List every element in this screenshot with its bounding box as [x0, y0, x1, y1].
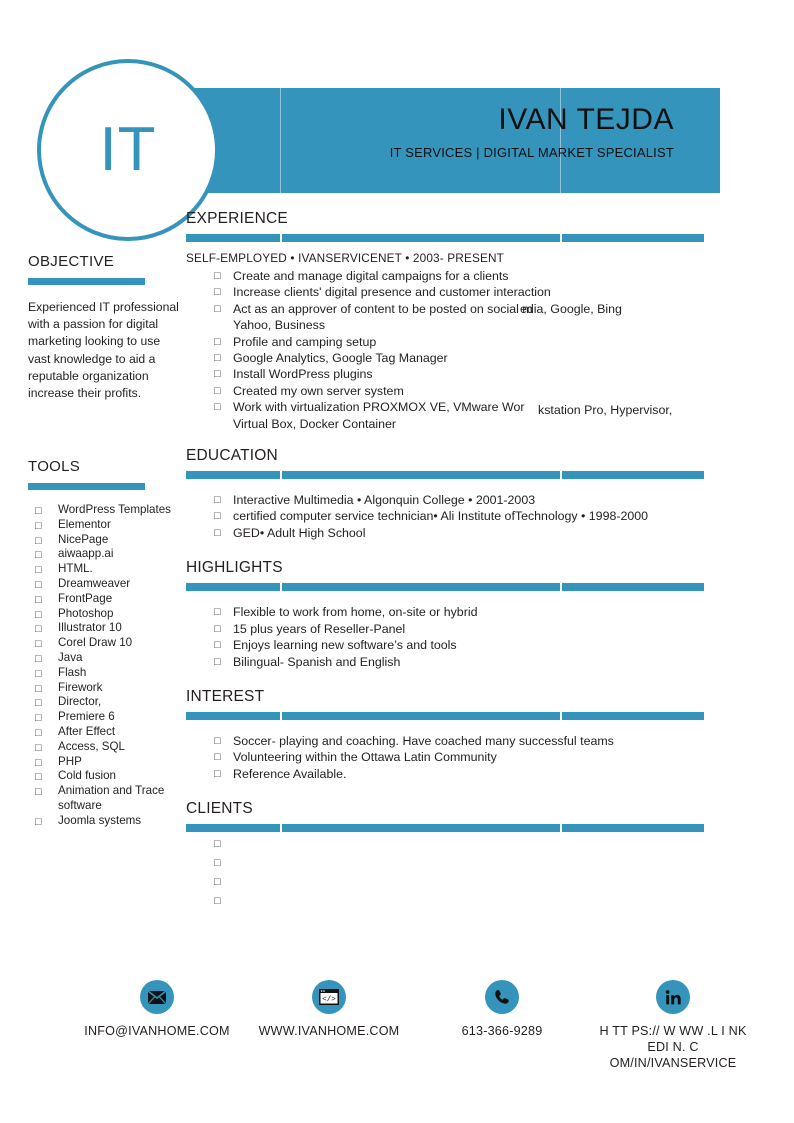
checkbox-icon: □: [214, 335, 221, 348]
experience-item: [186, 366, 704, 382]
experience-item: [186, 350, 704, 366]
main-column: [186, 208, 704, 914]
interest-item-label: Reference Available.: [233, 766, 347, 781]
tools-list-item-label: Access, SQL: [58, 739, 126, 753]
checkbox-icon: □: [214, 767, 221, 780]
tools-list-item: [28, 769, 198, 784]
tools-list-item: [28, 577, 198, 592]
checkbox-icon: □: [35, 712, 42, 725]
tools-list-item-label: Flash: [58, 665, 87, 679]
checkbox-icon: □: [35, 786, 42, 799]
highlights-item: [186, 637, 704, 653]
tools-list-item-label: Premiere 6: [58, 710, 115, 724]
tools-list-item: [28, 695, 198, 710]
checkbox-icon: □: [214, 286, 221, 299]
tools-list-item-label: WordPress Templates: [58, 503, 171, 516]
tools-list-item-label: NicePage: [58, 532, 109, 546]
monogram-initials: IT: [99, 115, 157, 184]
checkbox-icon: □: [214, 368, 221, 381]
linkedin-icon[interactable]: [656, 980, 690, 1014]
tools-list-item-label: PHP: [58, 754, 82, 768]
experience-item-label: Work with virtualization PROXMOX VE, VMware Wor: [233, 400, 525, 415]
footer-contact-item[interactable]: [417, 980, 587, 1039]
experience-item-label: Act as an approver of content to be posted on social m: [233, 301, 533, 316]
checkbox-icon: □: [214, 270, 221, 282]
tools-list-item-label: Java: [58, 650, 83, 664]
checkbox-icon: □: [35, 652, 42, 665]
clients-list-item: [186, 876, 704, 895]
interest-item: [186, 749, 704, 765]
clients-heading: CLIENTS: [186, 800, 253, 818]
tools-rule: [28, 483, 145, 490]
experience-item: [186, 334, 704, 350]
highlights-item-label: Enjoys learning new software’s and tools: [233, 638, 457, 653]
checkbox-icon: □: [35, 564, 42, 577]
checkbox-icon: □: [35, 771, 42, 784]
page-title: IVAN TEJDA: [498, 103, 674, 136]
experience-heading: EXPERIENCE: [186, 210, 288, 227]
objective-rule: [28, 278, 145, 285]
checkbox-icon: □: [35, 682, 42, 695]
checkbox-icon: □: [35, 534, 42, 547]
tools-list-item: [28, 814, 198, 829]
tools-list-item: [28, 533, 198, 548]
checkbox-icon: □: [214, 384, 221, 397]
clients-list-item: [186, 895, 704, 914]
clients-rule: [186, 824, 704, 832]
tools-list-item: [28, 518, 198, 533]
tools-list-item: [28, 755, 198, 770]
tools-list-item: [28, 562, 198, 577]
education-item: [186, 508, 704, 524]
experience-item-label: Google Analytics, Google Tag Manager: [233, 351, 448, 366]
experience-item: [186, 301, 704, 334]
highlights-item-label: Bilingual- Spanish and English: [233, 654, 401, 669]
svg-text:</>: </>: [322, 996, 336, 1004]
tools-list-item-label: FrontPage: [58, 591, 113, 605]
education-item-label: GED• Adult High School: [233, 525, 366, 540]
clients-list: [186, 838, 704, 914]
highlights-rule: [186, 583, 704, 591]
tools-list-item: [28, 651, 198, 666]
checkbox-icon: □: [35, 741, 42, 754]
checkbox-icon: □: [35, 505, 42, 517]
footer-contact-label: 613-366-9289: [461, 1024, 543, 1038]
education-item-label: certified computer service technician• Ali Institute ofTechnology • 1998-2000: [233, 509, 649, 524]
checkbox-icon: □: [214, 655, 221, 668]
experience-overflow-social: edia, Google, Bing: [520, 301, 622, 316]
tools-list-item-label: Director,: [58, 695, 102, 709]
highlights-item: [186, 621, 704, 637]
tools-heading: TOOLS: [28, 458, 81, 475]
experience-job-line: SELF-EMPLOYED • IVANSERVICENET • 2003- PRESENT: [186, 251, 505, 265]
name-block: [181, 88, 696, 193]
checkbox-icon: □: [214, 302, 221, 315]
checkbox-icon: □: [214, 401, 221, 414]
tools-list-item-label: Firework: [58, 680, 103, 694]
checkbox-icon: □: [214, 734, 221, 747]
interest-list: [186, 733, 704, 782]
interest-item: [186, 766, 704, 782]
checkbox-icon: □: [214, 352, 221, 365]
experience-item-label: Increase clients' digital presence and customer interaction: [233, 285, 551, 300]
tools-list-item-label: Joomla systems: [58, 813, 142, 827]
section-education: [186, 445, 704, 541]
footer-contact-item[interactable]: [244, 980, 414, 1039]
highlights-item-label: 15 plus years of Reseller-Panel: [233, 621, 406, 636]
checkbox-icon: □: [35, 608, 42, 621]
checkbox-icon: □: [35, 697, 42, 710]
checkbox-icon: □: [35, 726, 42, 739]
education-item-label: Interactive Multimedia • Algonquin College • 2001-2003: [233, 493, 536, 508]
highlights-item: [186, 654, 704, 670]
checkbox-icon: □: [35, 815, 42, 828]
checkbox-icon: □: [35, 756, 42, 769]
experience-social-wrap: Yahoo, Business: [233, 318, 326, 333]
tools-list-item: [28, 636, 198, 651]
tools-list-item: [28, 725, 198, 740]
experience-rule: [186, 234, 704, 242]
tools-list-item-label: After Effect: [58, 724, 116, 738]
tools-list-item-label: Illustrator 10: [58, 621, 122, 635]
checkbox-icon: □: [35, 519, 42, 532]
interest-heading: INTEREST: [186, 687, 265, 705]
tools-list: [28, 503, 198, 829]
experience-item-label: Install WordPress plugins: [233, 367, 373, 382]
tools-list-item-label: Photoshop: [58, 606, 114, 620]
tools-list-item: [28, 710, 198, 725]
tools-list-item-label: Animation and Trace software: [58, 784, 165, 812]
education-list: [186, 492, 704, 541]
tools-list-item: [28, 607, 198, 622]
tools-list-item: [28, 784, 198, 814]
interest-item: [186, 733, 704, 749]
checkbox-icon: □: [214, 876, 221, 889]
experience-list: [186, 268, 704, 432]
envelope-icon[interactable]: [140, 980, 174, 1014]
checkbox-icon: □: [214, 895, 221, 908]
education-heading: EDUCATION: [186, 447, 278, 465]
checkbox-icon: □: [214, 639, 221, 652]
clients-list-item: [186, 857, 704, 876]
sidebar-tools: [28, 457, 198, 829]
checkbox-icon: □: [35, 667, 42, 680]
tools-list-item: [28, 621, 198, 636]
tools-list-item-label: HTML.: [58, 562, 93, 576]
clients-list-item: [186, 838, 704, 857]
section-experience: [186, 208, 704, 432]
tools-list-item: [28, 592, 198, 607]
checkbox-icon: □: [214, 526, 221, 539]
checkbox-icon: □: [214, 510, 221, 523]
tools-list-item: [28, 740, 198, 755]
section-highlights: [186, 557, 704, 670]
checkbox-icon: □: [35, 593, 42, 606]
experience-item: [186, 399, 704, 432]
footer-contact-item[interactable]: [72, 980, 242, 1039]
tools-list-item: [28, 503, 198, 518]
interest-item-label: Soccer- playing and coaching. Have coached many successful teams: [233, 733, 614, 748]
checkbox-icon: □: [214, 494, 221, 507]
browser-code-icon[interactable]: [312, 980, 346, 1014]
footer-contact-label: WWW.IVANHOME.COM: [258, 1024, 400, 1038]
phone-icon[interactable]: [485, 980, 519, 1014]
checkbox-icon: □: [214, 622, 221, 635]
footer-contact-label: H TT PS:// W WW .L I NK EDI N. C OM/IN/IVANSERVICE: [599, 1024, 747, 1070]
experience-overflow-vmware: kstation Pro, Hypervisor,: [538, 403, 673, 418]
section-interest: [186, 686, 704, 782]
checkbox-icon: □: [35, 578, 42, 591]
section-clients: [186, 798, 704, 914]
checkbox-icon: □: [35, 638, 42, 651]
highlights-item-label: Flexible to work from home, on-site or hybrid: [233, 605, 478, 620]
job-subtitle: IT SERVICES | DIGITAL MARKET SPECIALIST: [389, 145, 674, 160]
tools-list-item-label: Elementor: [58, 517, 111, 531]
experience-item: [186, 383, 704, 399]
checkbox-icon: □: [35, 623, 42, 636]
experience-item: [186, 284, 704, 300]
checkbox-icon: □: [214, 751, 221, 764]
checkbox-icon: □: [214, 606, 221, 619]
highlights-item: [186, 604, 704, 620]
tools-list-item-label: Corel Draw 10: [58, 636, 133, 650]
tools-list-item-label: aiwaapp.ai: [58, 547, 114, 561]
tools-list-item-label: Dreamweaver: [58, 576, 131, 590]
tools-list-item-label: Cold fusion: [58, 769, 117, 783]
checkbox-icon: □: [214, 838, 221, 851]
education-rule: [186, 471, 704, 479]
experience-item: [186, 268, 704, 284]
experience-item-label: Created my own server system: [233, 383, 404, 398]
interest-rule: [186, 712, 704, 720]
checkbox-icon: □: [214, 857, 221, 870]
highlights-heading: HIGHLIGHTS: [186, 559, 283, 577]
experience-item-label: Create and manage digital campaigns for a clients: [233, 269, 509, 283]
checkbox-icon: □: [35, 549, 42, 562]
sidebar-objective: [28, 252, 178, 402]
objective-text: Experienced IT professional with a passion for digital marketing looking to use vast knowledge to aid a reputable organization increase their profits.: [28, 300, 179, 401]
highlights-list: [186, 604, 704, 670]
experience-vmware-wrap: Virtual Box, Docker Container: [233, 416, 396, 431]
education-item: [186, 492, 704, 508]
education-item: [186, 525, 704, 541]
experience-item-label: Profile and camping setup: [233, 334, 377, 349]
footer-contact-item[interactable]: [588, 980, 758, 1071]
footer-contact-label: INFO@IVANHOME.COM: [84, 1024, 230, 1038]
interest-item-label: Volunteering within the Ottawa Latin Community: [233, 750, 497, 765]
tools-list-item: [28, 547, 198, 562]
tools-list-item: [28, 681, 198, 696]
tools-list-item: [28, 666, 198, 681]
objective-heading: OBJECTIVE: [28, 253, 115, 270]
